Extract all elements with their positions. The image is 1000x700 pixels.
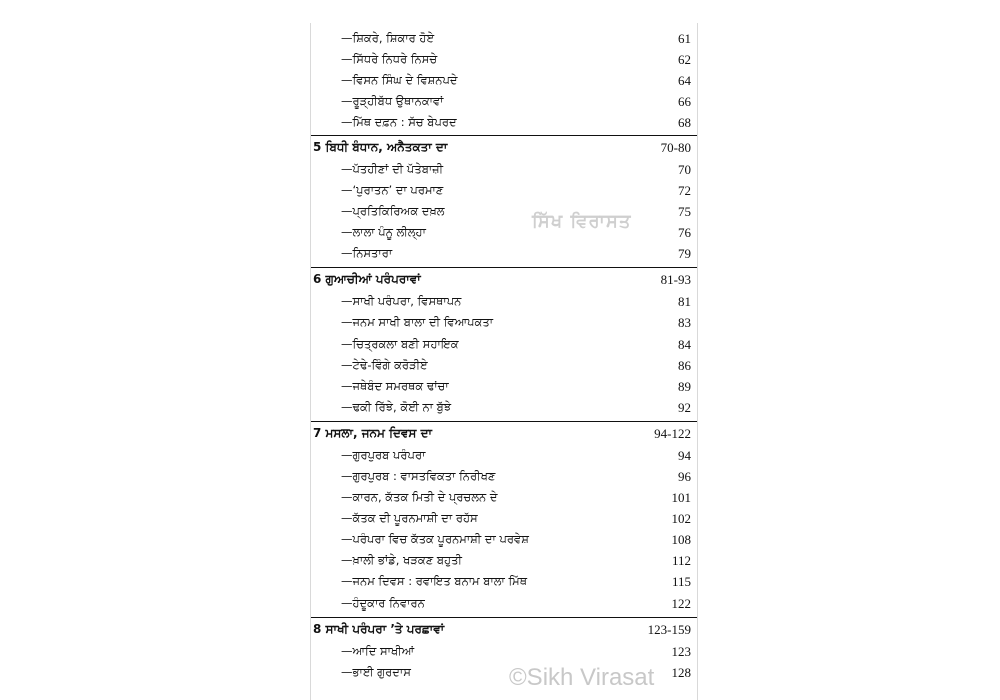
section-title: —ਢਕੀ ਰਿੱਝੇ, ਕੋਈ ਨਾ ਬੁੱਝੇ bbox=[341, 400, 452, 414]
toc-item-row bbox=[311, 244, 697, 263]
chapter-title: 8 ਸਾਖੀ ਪਰੰਪਰਾ ’ਤੇ ਪਰਛਾਵਾਂ bbox=[313, 622, 445, 636]
toc-item-row bbox=[311, 335, 697, 354]
chapter-title: 5 ਬਿਧੀ ਬੰਧਾਨ, ਅਨੈਤਕਤਾ ਦਾ bbox=[313, 140, 448, 154]
toc-item-row bbox=[311, 377, 697, 396]
toc-item-row bbox=[311, 642, 697, 661]
section-title: —ਪ੍ਰਤਿਕਿਰਿਅਕ ਦਖ਼ਲ bbox=[341, 204, 445, 218]
toc-item-row bbox=[311, 594, 697, 613]
section-title: —ਮਿੱਥ ਦਫ਼ਨ : ਸੱਚ ਬੇਪਰਦ bbox=[341, 115, 457, 129]
toc-item-row bbox=[311, 160, 697, 179]
section-title: —ਕਾਰਨ, ਕੱਤਕ ਮਿਤੀ ਦੇ ਪ੍ਰਚਲਨ ਦੇ bbox=[341, 490, 498, 504]
section-divider bbox=[311, 421, 697, 422]
page-number: 70 bbox=[678, 162, 691, 177]
toc-item-row bbox=[311, 223, 697, 242]
section-title: —ਜਨਮ ਦਿਵਸ : ਰਵਾਇਤ ਬਨਾਮ ਬਾਲਾ ਮਿੱਥ bbox=[341, 574, 528, 588]
toc-item-row bbox=[311, 113, 697, 132]
toc-chapter-row bbox=[311, 424, 697, 443]
chapter-title: 6 ਗੁਆਚੀਆਂ ਪਰੰਪਰਾਵਾਂ bbox=[313, 272, 421, 286]
toc-item-row bbox=[311, 202, 697, 221]
page-number: 81-93 bbox=[660, 272, 691, 287]
section-title: —ਸਾਖੀ ਪਰੰਪਰਾ, ਵਿਸਥਾਪਨ bbox=[341, 294, 462, 308]
toc-item-row bbox=[311, 446, 697, 465]
page-number: 86 bbox=[678, 358, 691, 373]
page-number: 112 bbox=[671, 553, 691, 568]
page-number: 94-122 bbox=[654, 426, 691, 441]
page-number: 66 bbox=[678, 94, 691, 109]
section-title: —ਕੱਤਕ ਦੀ ਪੂਰਨਮਾਸ਼ੀ ਦਾ ਰਹੱਸ bbox=[341, 511, 478, 525]
toc-item-row bbox=[311, 92, 697, 111]
page-number: 61 bbox=[678, 31, 691, 46]
watermark: ਸਿੱਖ ਵਿਰਾਸਤ bbox=[532, 211, 632, 232]
page-number: 123 bbox=[671, 644, 691, 659]
section-title: —ਚਿਤ੍ਰਕਲਾ ਬਣੀ ਸਹਾਇਕ bbox=[341, 337, 459, 351]
page-number: 108 bbox=[671, 532, 691, 547]
toc-chapter-row bbox=[311, 620, 697, 639]
book-page bbox=[311, 23, 697, 700]
section-title: —ਹੰਦੂਕਾਰ ਨਿਵਾਰਨ bbox=[341, 596, 425, 610]
page-number: 123-159 bbox=[647, 622, 691, 637]
toc-item-row bbox=[311, 467, 697, 486]
page-number: 84 bbox=[678, 337, 691, 352]
page-number: 115 bbox=[671, 574, 691, 589]
section-title: —ਟੇਢੇ-ਵਿੰਗੇ ਕਰੋੜੀਏ bbox=[341, 358, 428, 372]
toc-item-row bbox=[311, 551, 697, 570]
toc-item-row bbox=[311, 50, 697, 69]
page-number: 64 bbox=[678, 73, 691, 88]
section-title: —ਵਿਸਨ ਸਿੰਘ ਦੇ ਵਿਸ਼ਨਪਦੇ bbox=[341, 73, 458, 87]
toc-item-row bbox=[311, 530, 697, 549]
page-number: 70-80 bbox=[660, 140, 691, 155]
section-title: —ਸ਼ਿਕਰੇ, ਸ਼ਿਕਾਰ ਹੋਏ bbox=[341, 31, 435, 45]
section-title: —ਲਾਲਾ ਪੰਨੂ ਲੀਲ੍ਹਾ bbox=[341, 225, 426, 239]
section-title: —ਗੁਰਪੁਰਬ : ਵਾਸਤਵਿਕਤਾ ਨਿਰੀਖਣ bbox=[341, 469, 496, 483]
section-title: —ਭਾਈ ਗੁਰਦਾਸ bbox=[341, 665, 411, 679]
toc-item-row bbox=[311, 398, 697, 417]
section-divider bbox=[311, 267, 697, 268]
page-number: 101 bbox=[671, 490, 691, 505]
page-number: 94 bbox=[678, 448, 691, 463]
toc-item-row bbox=[311, 509, 697, 528]
toc-chapter-row bbox=[311, 270, 697, 289]
section-title: —ਨਿਸਤਾਰਾ bbox=[341, 246, 393, 260]
section-divider bbox=[311, 617, 697, 618]
toc-item-row bbox=[311, 292, 697, 311]
section-title: —ਰੂੜ੍ਹੀਬੱਧ ਉਥਾਨਕਾਵਾਂ bbox=[341, 94, 444, 108]
page-number: 89 bbox=[678, 379, 691, 394]
page-number: 79 bbox=[678, 246, 691, 261]
section-title: —ਪਰੰਪਰਾ ਵਿਚ ਕੱਤਕ ਪੂਰਨਮਾਸ਼ੀ ਦਾ ਪਰਵੇਸ਼ bbox=[341, 532, 529, 546]
section-title: —ਜਨਮ ਸਾਖੀ ਬਾਲਾ ਦੀ ਵਿਆਪਕਤਾ bbox=[341, 315, 494, 329]
copyright-watermark: ©Sikh Virasat bbox=[509, 664, 655, 691]
toc-chapter-row bbox=[311, 138, 697, 157]
table-of-contents bbox=[311, 23, 697, 700]
toc-item-row bbox=[311, 488, 697, 507]
page-number: 128 bbox=[671, 665, 691, 680]
page-number: 96 bbox=[678, 469, 691, 484]
toc-item-row bbox=[311, 29, 697, 48]
toc-item-row bbox=[311, 356, 697, 375]
page-number: 62 bbox=[678, 52, 691, 67]
page-number: 76 bbox=[678, 225, 691, 240]
section-divider bbox=[311, 135, 697, 136]
section-title: —ਖ਼ਾਲੀ ਭਾਂਡੇ, ਖੜਕਣ ਬਹੁਤੀ bbox=[341, 553, 462, 567]
page-number: 75 bbox=[678, 204, 691, 219]
toc-item-row bbox=[311, 181, 697, 200]
chapter-title: 7 ਮਸਲਾ, ਜਨਮ ਦਿਵਸ ਦਾ bbox=[313, 426, 432, 440]
toc-item-row bbox=[311, 313, 697, 332]
page-number: 81 bbox=[678, 294, 691, 309]
page-number: 92 bbox=[678, 400, 691, 415]
page-number: 83 bbox=[678, 315, 691, 330]
toc-item-row bbox=[311, 71, 697, 90]
section-title: —ਸਿੱਧਰੇ ਨਿਧਰੇ ਨਿਸਚੇ bbox=[341, 52, 438, 66]
page-number: 122 bbox=[671, 596, 691, 611]
section-title: —‘ਪੁਰਾਤਨ’ ਦਾ ਪਰਮਾਣ bbox=[341, 183, 444, 197]
section-title: —ਗੁਰਪੁਰਬ ਪਰੰਪਰਾ bbox=[341, 448, 426, 462]
section-title: —ਆਦਿ ਸਾਖੀਆਂ bbox=[341, 644, 415, 658]
page-number: 72 bbox=[678, 183, 691, 198]
toc-item-row bbox=[311, 572, 697, 591]
page-number: 68 bbox=[678, 115, 691, 130]
section-title: —ਜਥੇਬੰਦ ਸਮਰਥਕ ਢਾਂਚਾ bbox=[341, 379, 449, 393]
section-title: —ਪੱਤਹੀਣਾਂ ਦੀ ਪੱਤੇਬਾਜ਼ੀ bbox=[341, 162, 444, 176]
page-number: 102 bbox=[671, 511, 691, 526]
